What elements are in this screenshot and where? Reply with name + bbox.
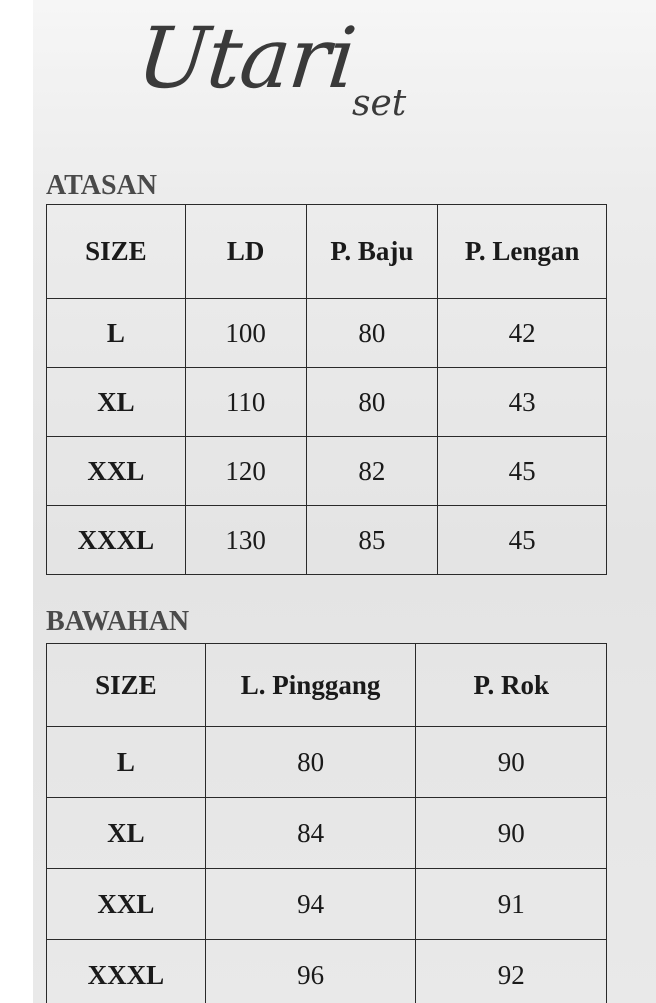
p-rok-cell: 92 (416, 940, 607, 1003)
p-rok-cell: 90 (416, 727, 607, 798)
column-header-p-baju: P. Baju (306, 205, 438, 299)
column-header-p-rok: P. Rok (416, 644, 607, 727)
column-header-p-lengan: P. Lengan (438, 205, 607, 299)
size-cell: XXXL (47, 940, 206, 1003)
column-header-l-pinggang: L. Pinggang (205, 644, 416, 727)
table-header-row (47, 205, 607, 299)
p-baju-cell: 85 (306, 506, 438, 575)
p-rok-cell: 90 (416, 798, 607, 869)
bawahan-size-table (46, 643, 607, 1003)
l-pinggang-cell: 80 (205, 727, 416, 798)
column-header-size: SIZE (47, 205, 186, 299)
table-row (47, 798, 607, 869)
table-row (47, 940, 607, 1003)
p-baju-cell: 80 (306, 299, 438, 368)
p-lengan-cell: 43 (438, 368, 607, 437)
column-header-size: SIZE (47, 644, 206, 727)
l-pinggang-cell: 94 (205, 869, 416, 940)
table-row (47, 506, 607, 575)
p-baju-cell: 82 (306, 437, 438, 506)
table-header-row (47, 644, 607, 727)
size-cell: XXL (47, 437, 186, 506)
table-row (47, 299, 607, 368)
size-cell: XXL (47, 869, 206, 940)
ld-cell: 100 (185, 299, 306, 368)
size-cell: XXXL (47, 506, 186, 575)
p-rok-cell: 91 (416, 869, 607, 940)
table-row (47, 869, 607, 940)
atasan-size-table (46, 204, 607, 575)
product-title: Utari (132, 9, 360, 107)
section-label-bawahan: BAWAHAN (46, 606, 190, 637)
p-lengan-cell: 45 (438, 506, 607, 575)
section-label-atasan: ATASAN (46, 170, 157, 201)
ld-cell: 120 (185, 437, 306, 506)
size-cell: XL (47, 368, 186, 437)
size-cell: XL (47, 798, 206, 869)
table-row (47, 727, 607, 798)
table-row (47, 437, 607, 506)
product-subtitle: set (352, 83, 407, 124)
l-pinggang-cell: 84 (205, 798, 416, 869)
size-cell: L (47, 727, 206, 798)
p-lengan-cell: 42 (438, 299, 607, 368)
p-lengan-cell: 45 (438, 437, 607, 506)
ld-cell: 130 (185, 506, 306, 575)
p-baju-cell: 80 (306, 368, 438, 437)
table-row (47, 368, 607, 437)
l-pinggang-cell: 96 (205, 940, 416, 1003)
size-cell: L (47, 299, 186, 368)
ld-cell: 110 (185, 368, 306, 437)
column-header-ld: LD (185, 205, 306, 299)
